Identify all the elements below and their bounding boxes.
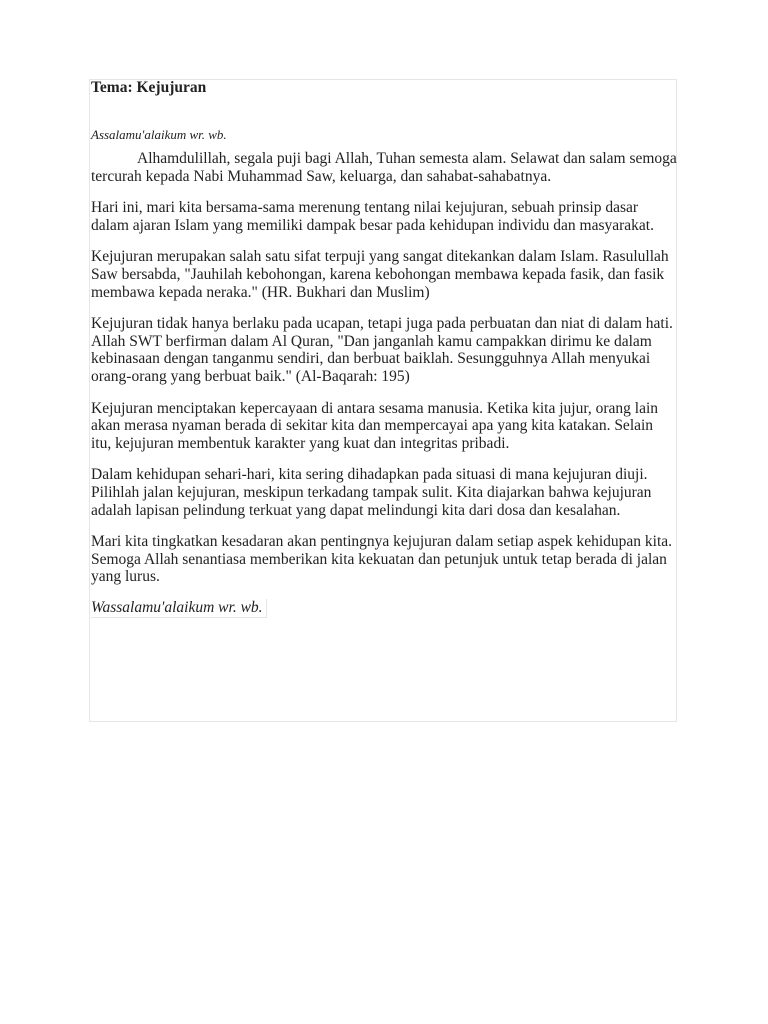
closing-row <box>91 599 677 618</box>
paragraph-1: Alhamdulillah, segala puji bagi Allah, Tuhan semesta alam. Selawat dan salam semoga tercurah kepada Nabi Muhammad Saw, keluarga, dan sahabat-sahabatnya. <box>91 150 677 185</box>
opening-greeting: Assalamu'alaikum wr. wb. <box>91 127 227 142</box>
paragraph-6: Dalam kehidupan sehari-hari, kita sering dihadapkan pada situasi di mana kejujuran diuji. Pilihlah jalan kejujuran, meskipun terkadang tampak sulit. Kita diajarkan bahwa kejujuran adalah lapisan pelindung terkuat yang dapat melindungi kita dari dosa dan kesalahan. <box>91 466 652 519</box>
closing-greeting: Wassalamu'alaikum wr. wb. <box>91 599 267 618</box>
paragraph-4: Kejujuran tidak hanya berlaku pada ucapan, tetapi juga pada perbuatan dan niat di dalam hati. Allah SWT berfirman dalam Al Quran, "Dan janganlah kamu campakkan dirimu ke dalam kebinasaan dengan tanganmu sendiri, dan berbuat baiklah. Sesungguhnya Allah menyukai orang-orang yang berbuat baik." (Al-Baqarah: 195) <box>91 315 673 385</box>
paragraph-5: Kejujuran menciptakan kepercayaan di antara sesama manusia. Ketika kita jujur, orang lain akan merasa nyaman berada di sekitar kita dan mempercayai apa yang kita katakan. Selain itu, kejujuran membentuk karakter yang kuat dan integritas pribadi. <box>91 399 659 452</box>
document-title: Tema: Kejujuran <box>91 79 207 96</box>
paragraph-2: Hari ini, mari kita bersama-sama merenung tentang nilai kejujuran, sebuah prinsip dasar dalam ajaran Islam yang memiliki dampak besar pada kehidupan individu dan masyarakat. <box>91 199 654 234</box>
paragraph-3: Kejujuran merupakan salah satu sifat terpuji yang sangat ditekankan dalam Islam. Rasulullah Saw bersabda, "Jauhilah kebohongan, karena kebohongan membawa kepada fasik, dan fasik membawa kepada neraka." (HR. Bukhari dan Muslim) <box>91 248 669 301</box>
document-body <box>91 79 677 618</box>
paragraph-7: Mari kita tingkatkan kesadaran akan pentingnya kejujuran dalam setiap aspek kehidupan kita. Semoga Allah senantiasa memberikan kita kekuatan dan petunjuk untuk tetap berada di jalan yang lurus. <box>91 533 673 586</box>
